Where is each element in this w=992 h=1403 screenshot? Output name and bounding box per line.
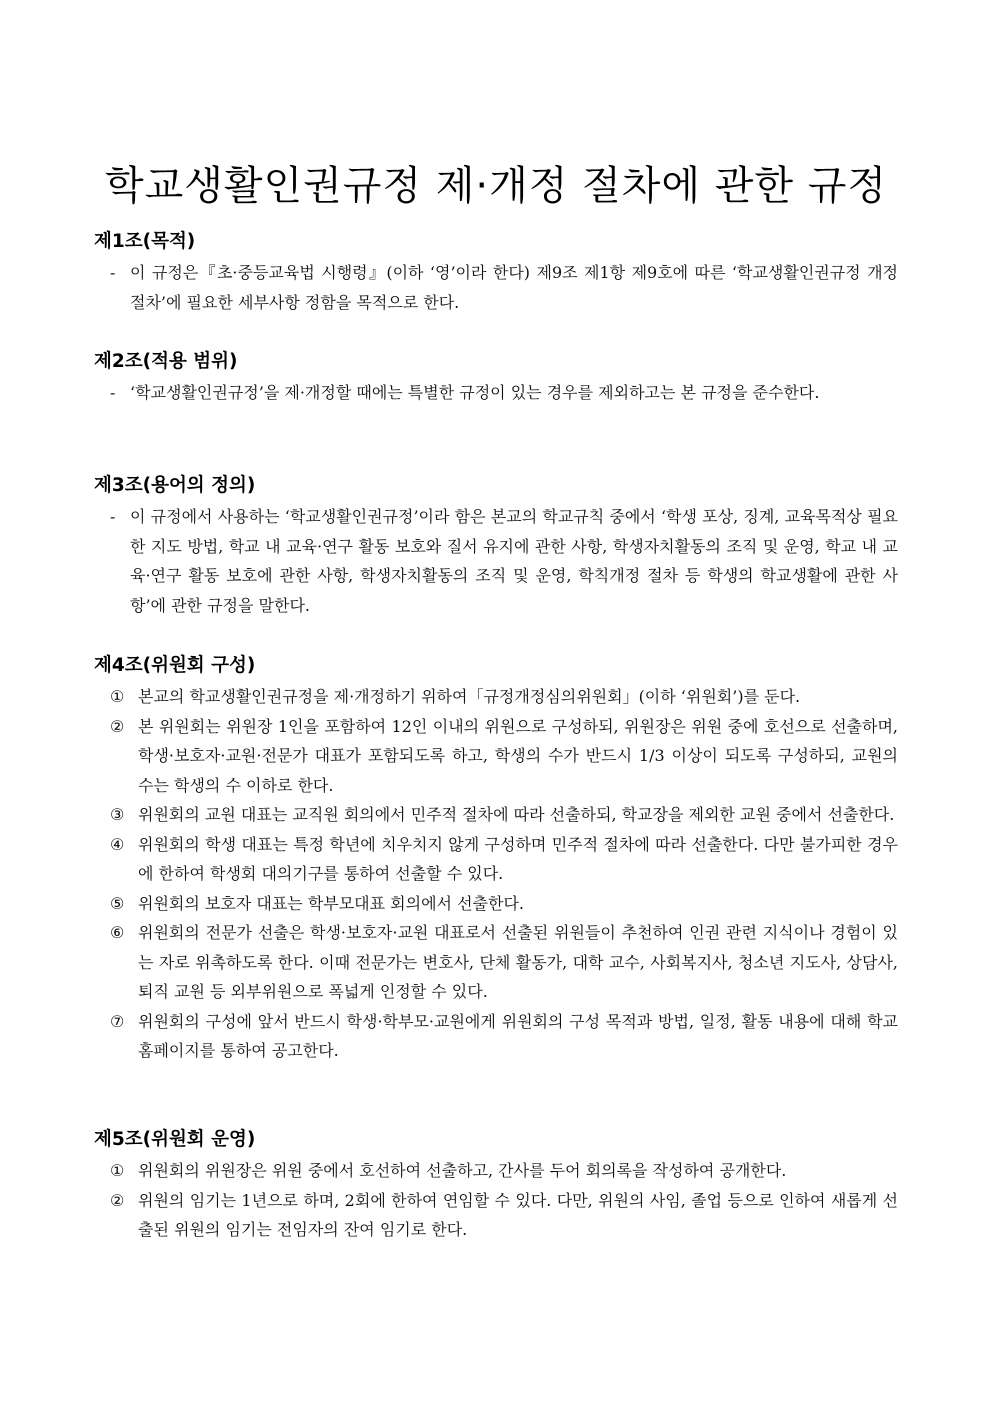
- clause-text: 위원회의 구성에 앞서 반드시 학생·학부모·교원에게 위원회의 구성 목적과 방법, 일정, 활동 내용에 대해 학교 홈페이지를 통하여 공고한다.: [138, 1011, 898, 1060]
- article-clause: [94, 1007, 898, 1066]
- clause-text: ‘학교생활인권규정’을 제·개정할 때에는 특별한 규정이 있는 경우를 제외하고는 본 규정을 준수한다.: [130, 383, 820, 402]
- article-clause: [94, 889, 898, 919]
- article-clause: [94, 918, 898, 1007]
- article-clause: [94, 830, 898, 889]
- clause-text: 본교의 학교생활인권규정을 제·개정하기 위하여「규정개정심의위원회」(이하 ‘위원회’)를 둔다.: [138, 687, 801, 706]
- article-4: [94, 652, 898, 1066]
- clause-marker: ④: [110, 834, 125, 854]
- clause-text: 위원회의 교원 대표는 교직원 회의에서 민주적 절차에 따라 선출하되, 학교장을 제외한 교원 중에서 선출한다.: [138, 805, 895, 824]
- article-clause: [94, 502, 898, 620]
- article-3: [94, 472, 898, 620]
- article-5: [94, 1126, 898, 1245]
- article-clause: [94, 1186, 898, 1245]
- clause-marker: -: [110, 263, 116, 282]
- clause-text: 위원회의 전문가 선출은 학생·보호자·교원 대표로서 선출된 위원들이 추천하여 인권 관련 지식이나 경험이 있는 자로 위촉하도록 한다. 이때 전문가는 변호사, 단체 활동가, 대학 교수, 사회복지사, 청소년 지도사, 상담사, 퇴직 교원 등 외부위원으로 폭넓게 인정할 수 있다.: [138, 923, 898, 1001]
- article-clause: [94, 258, 898, 317]
- article-1: [94, 228, 898, 317]
- article-heading: 제3조(용어의 정의): [94, 475, 256, 496]
- clause-text: 위원회의 보호자 대표는 학부모대표 회의에서 선출한다.: [138, 893, 525, 913]
- clause-text: 위원회의 위원장은 위원 중에서 호선하여 선출하고, 간사를 두어 회의록을 작성하여 공개한다.: [138, 1161, 787, 1180]
- clause-text: 본 위원회는 위원장 1인을 포함하여 12인 이내의 위원으로 구성하되, 위원장은 위원 중에 호선으로 선출하며, 학생·보호자·교원·전문가 대표가 포함되도록 하고, 학생의 수가 반드시 1/3 이상이 되도록 구성하되, 교원의 수는 학생의 수 이하로 한다.: [138, 716, 898, 795]
- article-heading: 제1조(목적): [94, 231, 196, 252]
- clause-marker: ①: [110, 1161, 125, 1180]
- clause-marker: ⑥: [110, 923, 125, 942]
- clause-text: 위원회의 학생 대표는 특정 학년에 치우치지 않게 구성하며 민주적 절차에 따라 선출한다. 다만 불가피한 경우에 한하여 학생회 대의기구를 통하여 선출할 수 있다.: [138, 834, 898, 883]
- article-clause: [94, 712, 898, 801]
- clause-text: 위원의 임기는 1년으로 하며, 2회에 한하여 연임할 수 있다. 다만, 위원의 사임, 졸업 등으로 인하여 새롭게 선출된 위원의 임기는 전임자의 잔여 임기로 한다.: [138, 1190, 898, 1239]
- clause-marker: ⑤: [110, 893, 125, 913]
- clause-marker: ③: [110, 805, 125, 824]
- article-clause: [94, 1156, 898, 1186]
- article-heading: 제4조(위원회 구성): [94, 655, 256, 676]
- article-clause: [94, 378, 898, 408]
- article-clause: [94, 682, 898, 712]
- clause-marker: -: [110, 383, 116, 402]
- clause-text: 이 규정에서 사용하는 ‘학교생활인권규정’이라 함은 본교의 학교규칙 중에서 ‘학생 포상, 징계, 교육목적상 필요한 지도 방법, 학교 내 교육·연구 활동 보호와 질서 유지에 관한 사항, 학생자치활동의 조직 및 운영, 학교 내 교육·연구 활동 보호에 관한 사항, 학생자치활동의 조직 및 운영, 학칙개정 절차 등 학생의 학교생활에 관한 사항’에 관한 규정을 말한다.: [130, 507, 898, 615]
- clause-marker: ⑦: [110, 1011, 125, 1031]
- document-title: 학교생활인권규정 제·개정 절차에 관한 규정: [104, 163, 888, 209]
- article-2: [94, 348, 898, 408]
- clause-marker: ①: [110, 687, 125, 706]
- article-heading: 제2조(적용 범위): [94, 351, 238, 372]
- article-clause: [94, 800, 898, 830]
- clause-marker: ②: [110, 1190, 125, 1210]
- clause-marker: -: [110, 507, 116, 526]
- clause-text: 이 규정은『초·중등교육법 시행령』(이하 ‘영’이라 한다) 제9조 제1항 제9호에 따른 ‘학교생활인권규정 개정 절차’에 필요한 세부사항 정함을 목적으로 한다.: [130, 263, 898, 312]
- article-heading: 제5조(위원회 운영): [94, 1129, 256, 1150]
- clause-marker: ②: [110, 716, 125, 736]
